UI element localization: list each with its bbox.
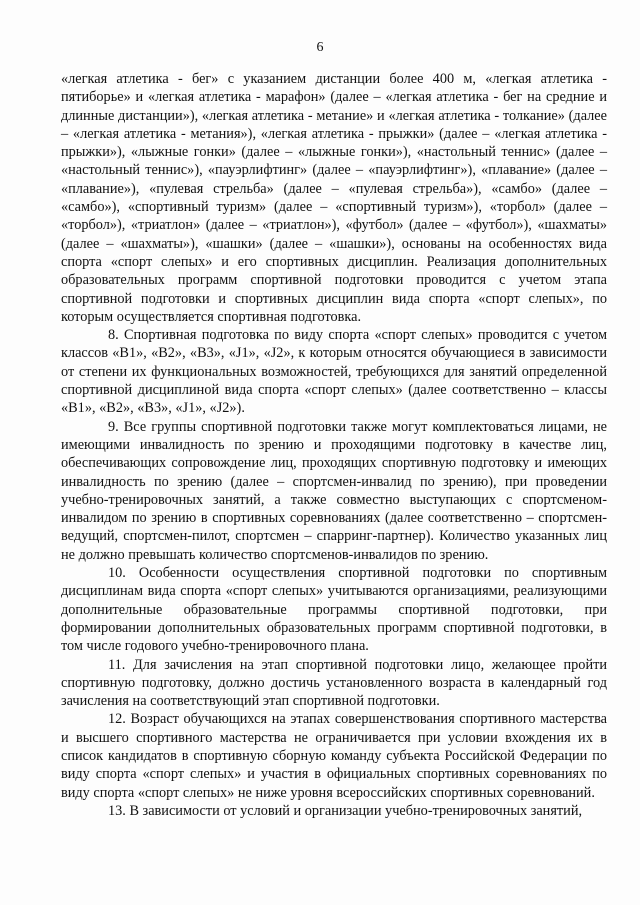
paragraph-12: 12. Возраст обучающихся на этапах совершенствования спортивного мастерства и высшего спортивного мастерства не ограничивается при условии вхождения их в список кандидатов в спортивную сборную команду субъекта Российской Федерации по виду спорта «спорт слепых» и участия в официальных спортивных соревнованиях по виду спорта «спорт слепых» не ниже уровня всероссийских спортивных соревнований. — [61, 711, 607, 801]
paragraph-continued: «легкая атлетика - бег» с указанием дистанции более 400 м, «легкая атлетика - пятиборье» и «легкая атлетика - марафон» (далее – «легкая атлетика - бег на средние и длинные дистанции»), «легкая атлетика - метание» и «легкая атлетика - толкание» (далее – «легкая атлетика - метания»), «легкая атлетика - прыжки» (далее – «легкая атлетика - прыжки»), «лыжные гонки» (далее – «лыжные гонки»), «настольный теннис» (далее – «настольный теннис»), «пауэрлифтинг» (далее – «пауэрлифтинг»), «плавание» (далее – «плавание»), «пулевая стрельба» (далее – «пулевая стрельба»), «самбо» (далее – «самбо»), «спортивный туризм» (далее – «спортивный туризм»), «торбол» (далее – «торбол»), «триатлон» (далее – «триатлон»), «футбол» (далее – «футбол»), «шахматы» (далее – «шахматы»), «шашки» (далее – «шашки»), основаны на особенностях вида спорта «спорт слепых» и его спортивных дисциплин. Реализация дополнительных образовательных программ спортивной подготовки проводится с учетом этапа спортивной подготовки и спортивных дисциплин вида спорта «спорт слепых», по которым осуществляется спортивная подготовка. — [61, 71, 607, 325]
paragraph-13: 13. В зависимости от условий и организации учебно-тренировочных занятий, — [108, 802, 583, 819]
paragraph-11: 11. Для зачисления на этап спортивной подготовки лицо, желающее пройти спортивную подготовку, должно достичь установленного возраста в календарный год зачисления на соответствующий этап спортивной подготовки. — [61, 656, 607, 710]
paragraph-10: 10. Особенности осуществления спортивной подготовки по спортивным дисциплинам вида спорта «спорт слепых» учитываются организациями, реализующими дополнительные образовательные программы спортивной подготовки, при формировании дополнительных образовательных программ спортивной подготовки, в том числе годового учебно-тренировочного плана. — [61, 565, 607, 655]
document-body — [61, 70, 607, 820]
paragraph-8: 8. Спортивная подготовка по виду спорта «спорт слепых» проводится с учетом классов «B1», «B2», «B3», «J1», «J2», к которым относятся обучающиеся в зависимости от степени их функциональных возможностей, требующихся для занятий определенной спортивной дисциплиной вида спорта «спорт слепых» (далее соответственно – классы «B1», «B2», «B3», «J1», «J2»). — [61, 327, 607, 417]
paragraph-9: 9. Все группы спортивной подготовки также могут комплектоваться лицами, не имеющими инвалидность по зрению и проходящими подготовку в качестве лиц, обеспечивающих сопровождение лиц, проходящих спортивную подготовку и имеющих инвалидность по зрению (далее – спортсмен-инвалид по зрению), при проведении учебно-тренировочных занятий, а также совместно выступающих с спортсменом-инвалидом по зрению в спортивных соревнованиях (далее соответственно – спортсмен-ведущий, спортсмен-пилот, спортсмен – спарринг-партнер). Количество указанных лиц не должно превышать количество спортсменов-инвалидов по зрению. — [61, 418, 607, 563]
page-number: 6 — [316, 40, 324, 55]
